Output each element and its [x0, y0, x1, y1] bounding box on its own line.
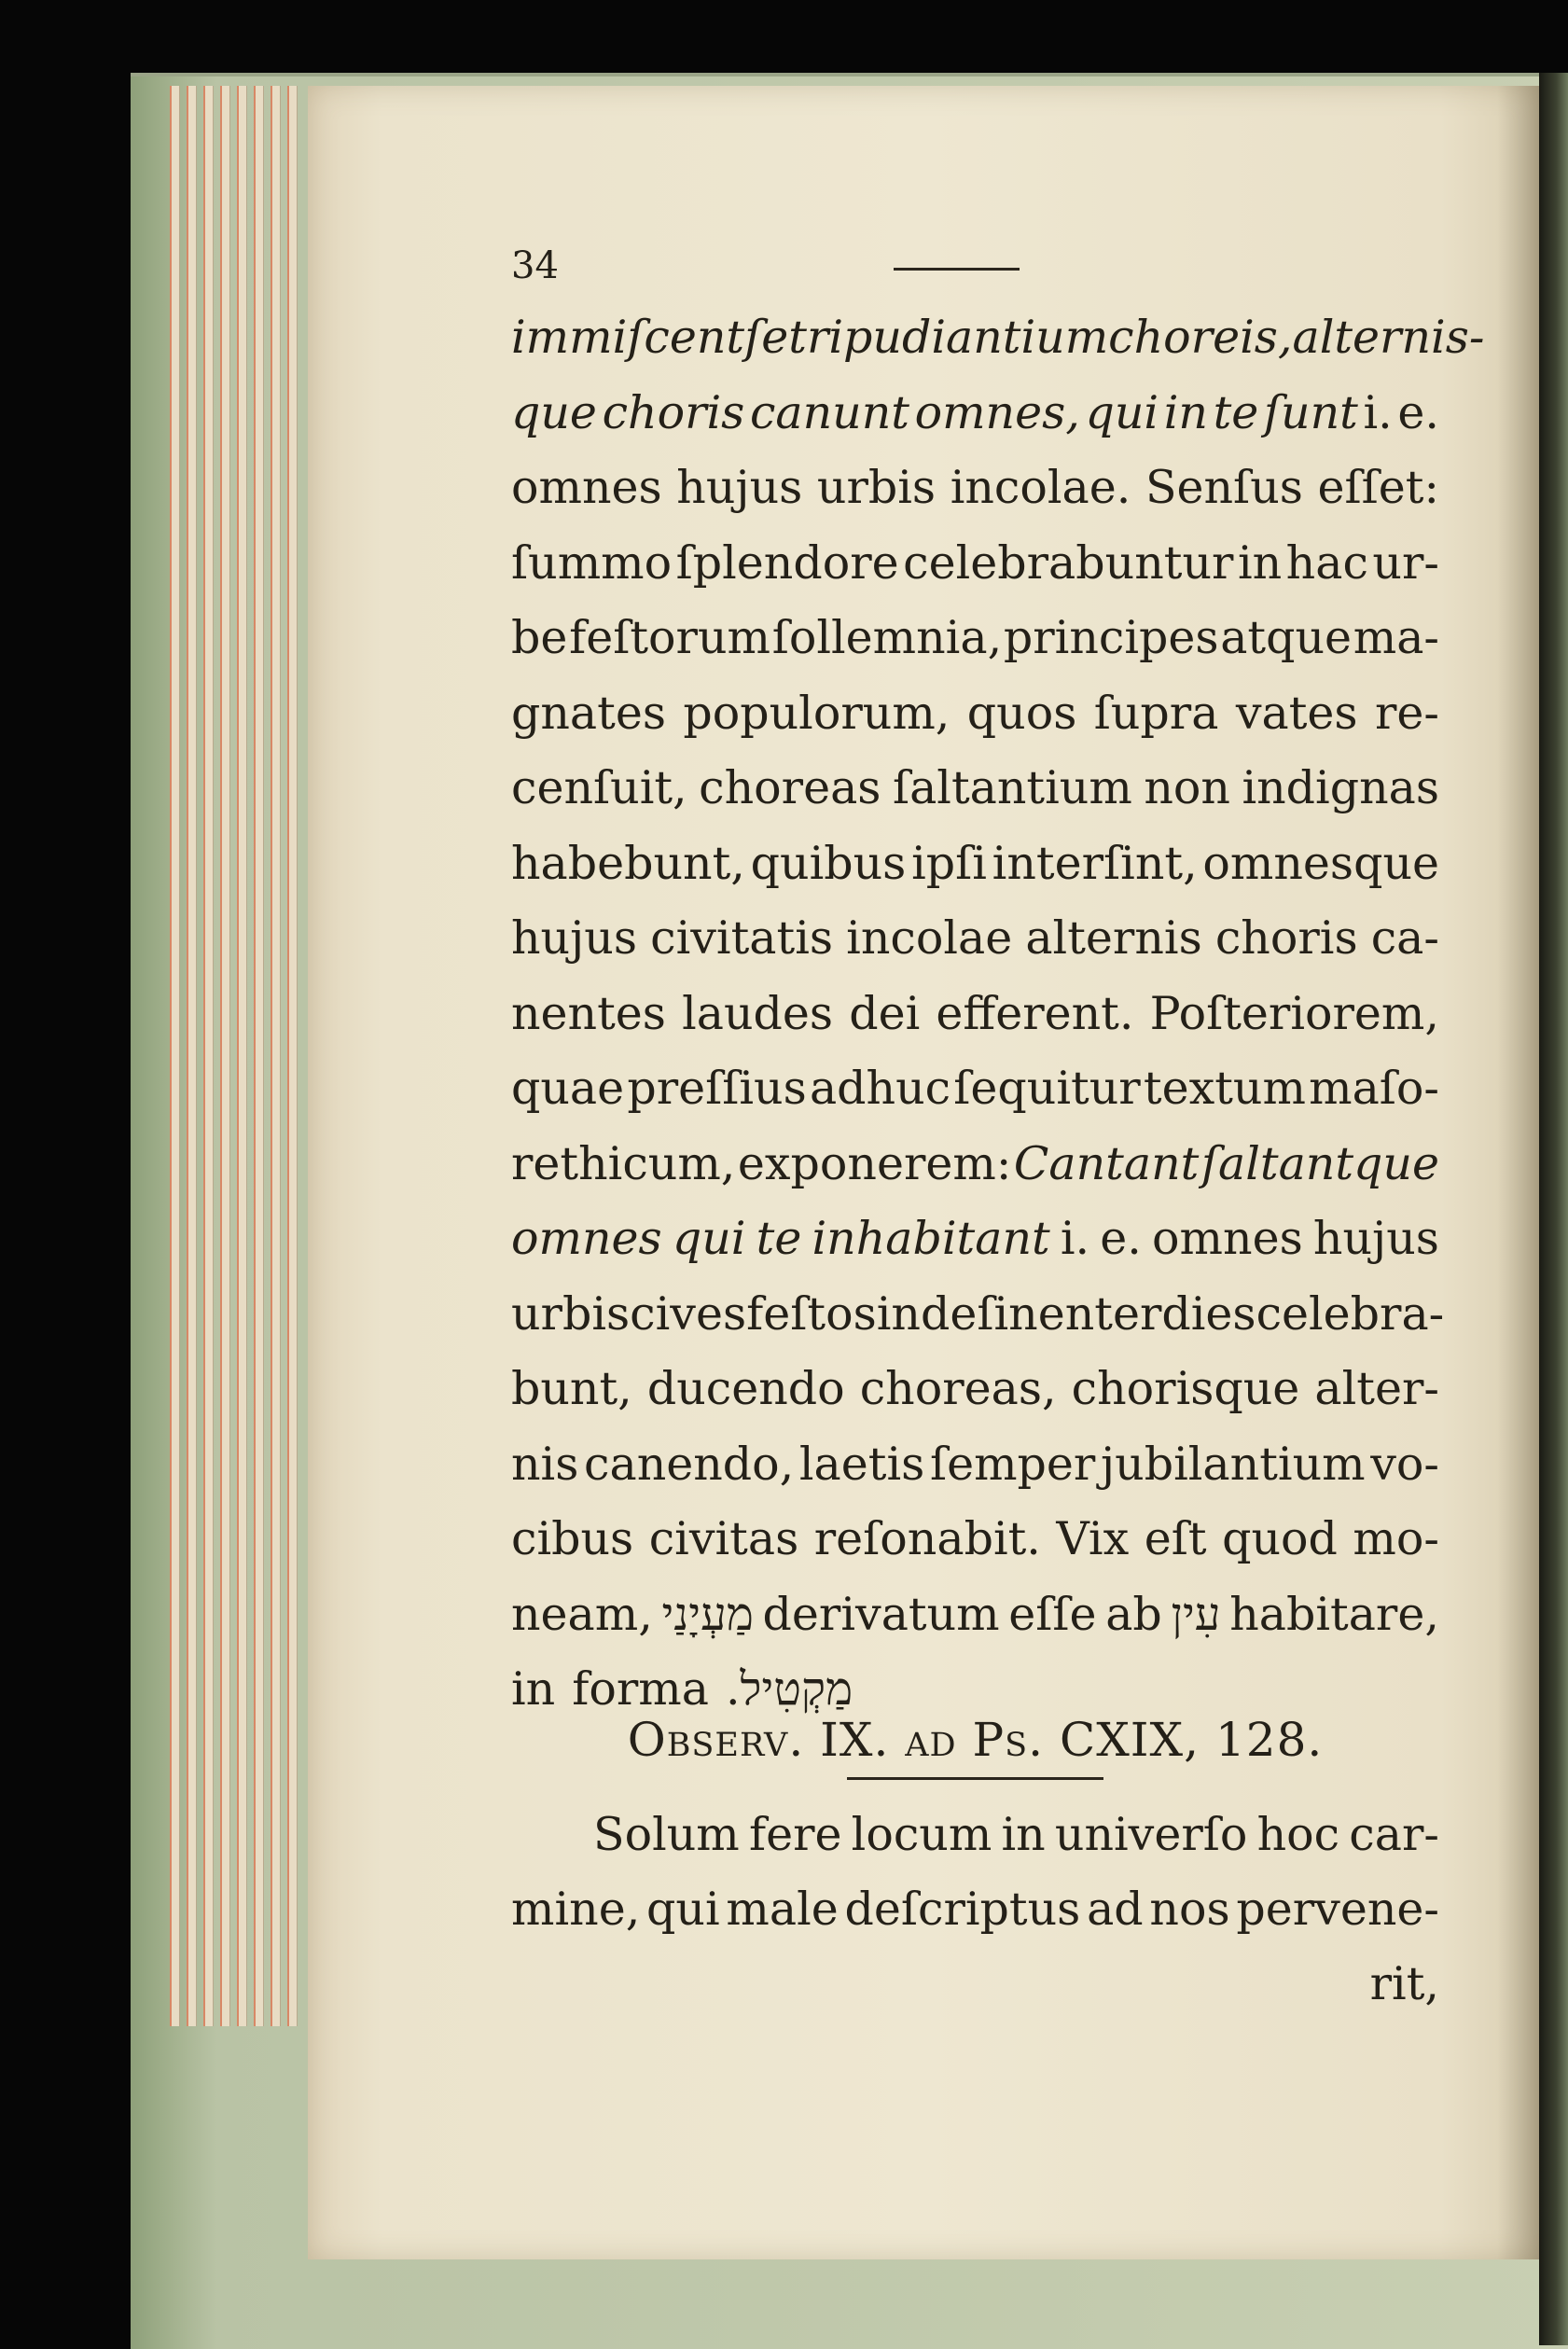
- word: exponerem:: [737, 1136, 1012, 1190]
- word: canunt: [749, 385, 909, 439]
- word: quae: [511, 1062, 625, 1115]
- text-line: [511, 980, 1439, 1049]
- word: ſe: [744, 311, 789, 364]
- word: dies: [1161, 1286, 1256, 1341]
- word: re-: [1374, 686, 1439, 740]
- word: locum: [851, 1808, 992, 1861]
- word: i.: [1363, 385, 1393, 439]
- word: rethicum,: [511, 1136, 736, 1190]
- word: univerſo: [1054, 1808, 1248, 1861]
- word: laetis: [798, 1437, 925, 1491]
- word: adhuc: [809, 1062, 951, 1115]
- word: choris: [602, 385, 745, 439]
- word: choreas: [699, 761, 881, 814]
- word: cenſuit,: [511, 761, 687, 814]
- word: e.: [1397, 385, 1439, 439]
- word: qui: [1085, 385, 1159, 439]
- word: celebrabuntur: [903, 535, 1234, 590]
- text-line: [511, 754, 1439, 823]
- word: qui: [646, 1883, 720, 1936]
- word: omnes: [511, 1212, 662, 1265]
- word: urbis: [816, 461, 937, 514]
- word: ſaltantium: [892, 761, 1132, 814]
- word: Poſteriorem,: [1149, 986, 1439, 1040]
- word: car-: [1349, 1808, 1439, 1861]
- text-line: [511, 679, 1439, 748]
- heading-number: IX.: [820, 1713, 890, 1767]
- text-line: [511, 604, 1439, 673]
- word: hujus: [511, 911, 638, 965]
- word: celebra-: [1256, 1286, 1445, 1341]
- word: Senſus: [1145, 461, 1303, 514]
- word: omnes: [511, 461, 662, 514]
- heading-ad: ad: [905, 1713, 957, 1767]
- word: nentes: [511, 986, 666, 1040]
- text-line: [511, 303, 1485, 372]
- word: qui: [672, 1212, 746, 1265]
- heading-reference: CXIX, 128.: [1059, 1713, 1324, 1767]
- word: ipſi: [911, 836, 987, 890]
- word: feſtos: [746, 1286, 877, 1341]
- page-edge: [287, 86, 298, 2026]
- text-line: [511, 1430, 1439, 1499]
- word: in: [1163, 385, 1208, 439]
- word: hac: [1285, 535, 1368, 590]
- page-edge: [203, 86, 214, 2026]
- text-line: [511, 1875, 1439, 1944]
- text-line: [511, 379, 1439, 448]
- word: indignas: [1242, 761, 1439, 814]
- word: quod: [1222, 1512, 1338, 1565]
- word: eſſe: [1008, 1587, 1097, 1641]
- word: ur-: [1372, 535, 1439, 590]
- word: chorisque: [1071, 1362, 1300, 1415]
- word: in: [511, 1662, 556, 1716]
- word: tripudiantium: [788, 311, 1109, 364]
- word: eſt: [1144, 1512, 1207, 1565]
- word: ſupra: [1093, 686, 1219, 740]
- word: bunt,: [511, 1362, 632, 1415]
- heading-ps: Ps.: [972, 1713, 1045, 1767]
- page-edge: [170, 86, 180, 2026]
- word: que: [511, 385, 597, 439]
- word: in: [1001, 1808, 1046, 1861]
- word: Vix: [1056, 1512, 1130, 1565]
- word: dei: [849, 986, 921, 1040]
- text-line: [511, 1054, 1439, 1123]
- word: interſint,: [992, 836, 1198, 890]
- word: civitas: [648, 1512, 799, 1565]
- word: derivatum: [762, 1587, 1000, 1641]
- word: deſcriptus: [844, 1883, 1081, 1936]
- word: e.: [1100, 1212, 1142, 1265]
- word: ſemper: [929, 1437, 1096, 1491]
- word: alter-: [1314, 1362, 1439, 1415]
- word: urbis: [511, 1286, 631, 1341]
- word: jubilantium: [1100, 1437, 1366, 1491]
- word: civitatis: [650, 911, 834, 965]
- word: ſequitur: [953, 1062, 1141, 1115]
- word: omnes,: [914, 385, 1080, 439]
- word: vates: [1235, 686, 1358, 740]
- word: te: [1213, 385, 1259, 439]
- word: indeſinenter: [876, 1286, 1162, 1341]
- word: ma-: [1353, 611, 1439, 664]
- word: fere: [748, 1808, 842, 1861]
- text-line: [511, 1580, 1439, 1649]
- word: ſummo: [511, 535, 673, 590]
- word: nis: [511, 1437, 579, 1491]
- word: i.: [1060, 1212, 1090, 1265]
- word: reſonabit.: [813, 1512, 1041, 1565]
- text-line: [511, 1800, 1439, 1869]
- hebrew-word: מַעְיָנַי: [661, 1587, 754, 1641]
- page-edge: [254, 86, 264, 2026]
- hebrew-word: עִין: [1171, 1587, 1221, 1641]
- word: ſplendore: [675, 535, 899, 590]
- word: incolae: [846, 911, 1013, 965]
- text-line: [511, 1130, 1439, 1199]
- word: te: [756, 1212, 802, 1265]
- text-line: [511, 829, 1439, 898]
- word: choreis,: [1108, 311, 1293, 364]
- word: canendo,: [584, 1437, 795, 1491]
- word: hoc: [1256, 1808, 1340, 1861]
- word: choreas,: [859, 1362, 1057, 1415]
- word: feſtorum: [569, 611, 770, 664]
- page-edge: [237, 86, 247, 2026]
- text-line: [511, 1280, 1445, 1349]
- word: inhabitant: [812, 1212, 1050, 1265]
- text-line: [511, 1204, 1439, 1273]
- word: omnes: [1152, 1212, 1303, 1265]
- word: laudes: [682, 986, 834, 1040]
- word: textum: [1143, 1062, 1306, 1115]
- word: incolae.: [950, 461, 1131, 514]
- page-edges: [170, 86, 328, 2026]
- word: cives: [630, 1286, 747, 1341]
- word: gnates: [511, 686, 666, 740]
- word: ad: [1087, 1883, 1144, 1936]
- word: Cantant: [1013, 1136, 1200, 1190]
- page-edge: [271, 86, 281, 2026]
- word: be: [511, 611, 568, 664]
- word: immiſcent: [511, 311, 745, 364]
- word: ſunt: [1263, 385, 1358, 439]
- word: nos: [1149, 1883, 1230, 1936]
- heading-rule: [847, 1777, 1103, 1780]
- word: in: [1237, 535, 1283, 590]
- word: mine,: [511, 1883, 641, 1936]
- text-line: [511, 1950, 1439, 2019]
- word: hujus: [676, 461, 803, 514]
- text-line: [511, 529, 1439, 598]
- header-rule: [894, 268, 1020, 271]
- section-heading: [511, 1707, 1439, 1772]
- word: quos: [966, 686, 1077, 740]
- word: choris: [1214, 911, 1358, 965]
- text-line: [511, 1505, 1439, 1574]
- text-line: [511, 453, 1439, 522]
- gutter-shadow: [1497, 86, 1539, 2259]
- word: ab: [1105, 1587, 1162, 1641]
- word: ſollemnia,: [771, 611, 1003, 664]
- word: maſo-: [1309, 1062, 1439, 1115]
- page-number: 34: [511, 244, 559, 287]
- word: alternis-: [1292, 311, 1485, 364]
- word: pervene-: [1236, 1883, 1439, 1936]
- word: efferent.: [936, 986, 1134, 1040]
- word: hujus: [1312, 1212, 1439, 1265]
- word: atque: [1220, 611, 1353, 664]
- word: habebunt,: [511, 836, 745, 890]
- word: Solum: [593, 1808, 740, 1861]
- word: vo-: [1370, 1437, 1439, 1491]
- word: male: [726, 1883, 839, 1936]
- next-page-edge: [1539, 73, 1568, 2345]
- word: cibus: [511, 1512, 634, 1565]
- page-edge: [220, 86, 230, 2026]
- word: ducendo: [646, 1362, 845, 1415]
- word: eſſet:: [1317, 461, 1439, 514]
- heading-observ: Observ.: [627, 1713, 805, 1767]
- text-line: [511, 904, 1439, 973]
- word: populorum,: [683, 686, 951, 740]
- word: mo-: [1353, 1512, 1439, 1565]
- word: quibus: [750, 836, 907, 890]
- word: neam,: [511, 1587, 653, 1641]
- running-header: [511, 238, 1439, 294]
- word: ca-: [1370, 911, 1439, 965]
- hebrew-word: מַקְטִיל.: [725, 1662, 853, 1716]
- word: omnesque: [1202, 836, 1439, 890]
- page-edge: [187, 86, 197, 2026]
- word: habitare,: [1229, 1587, 1439, 1641]
- word: rit,: [1369, 1957, 1439, 2010]
- word: forma: [572, 1662, 709, 1716]
- word: non: [1144, 761, 1230, 814]
- word: preſſius: [627, 1062, 807, 1115]
- word: principes: [1003, 611, 1219, 664]
- word: alternis: [1025, 911, 1202, 965]
- word: ſaltantque: [1200, 1136, 1439, 1190]
- text-line: [511, 1355, 1439, 1424]
